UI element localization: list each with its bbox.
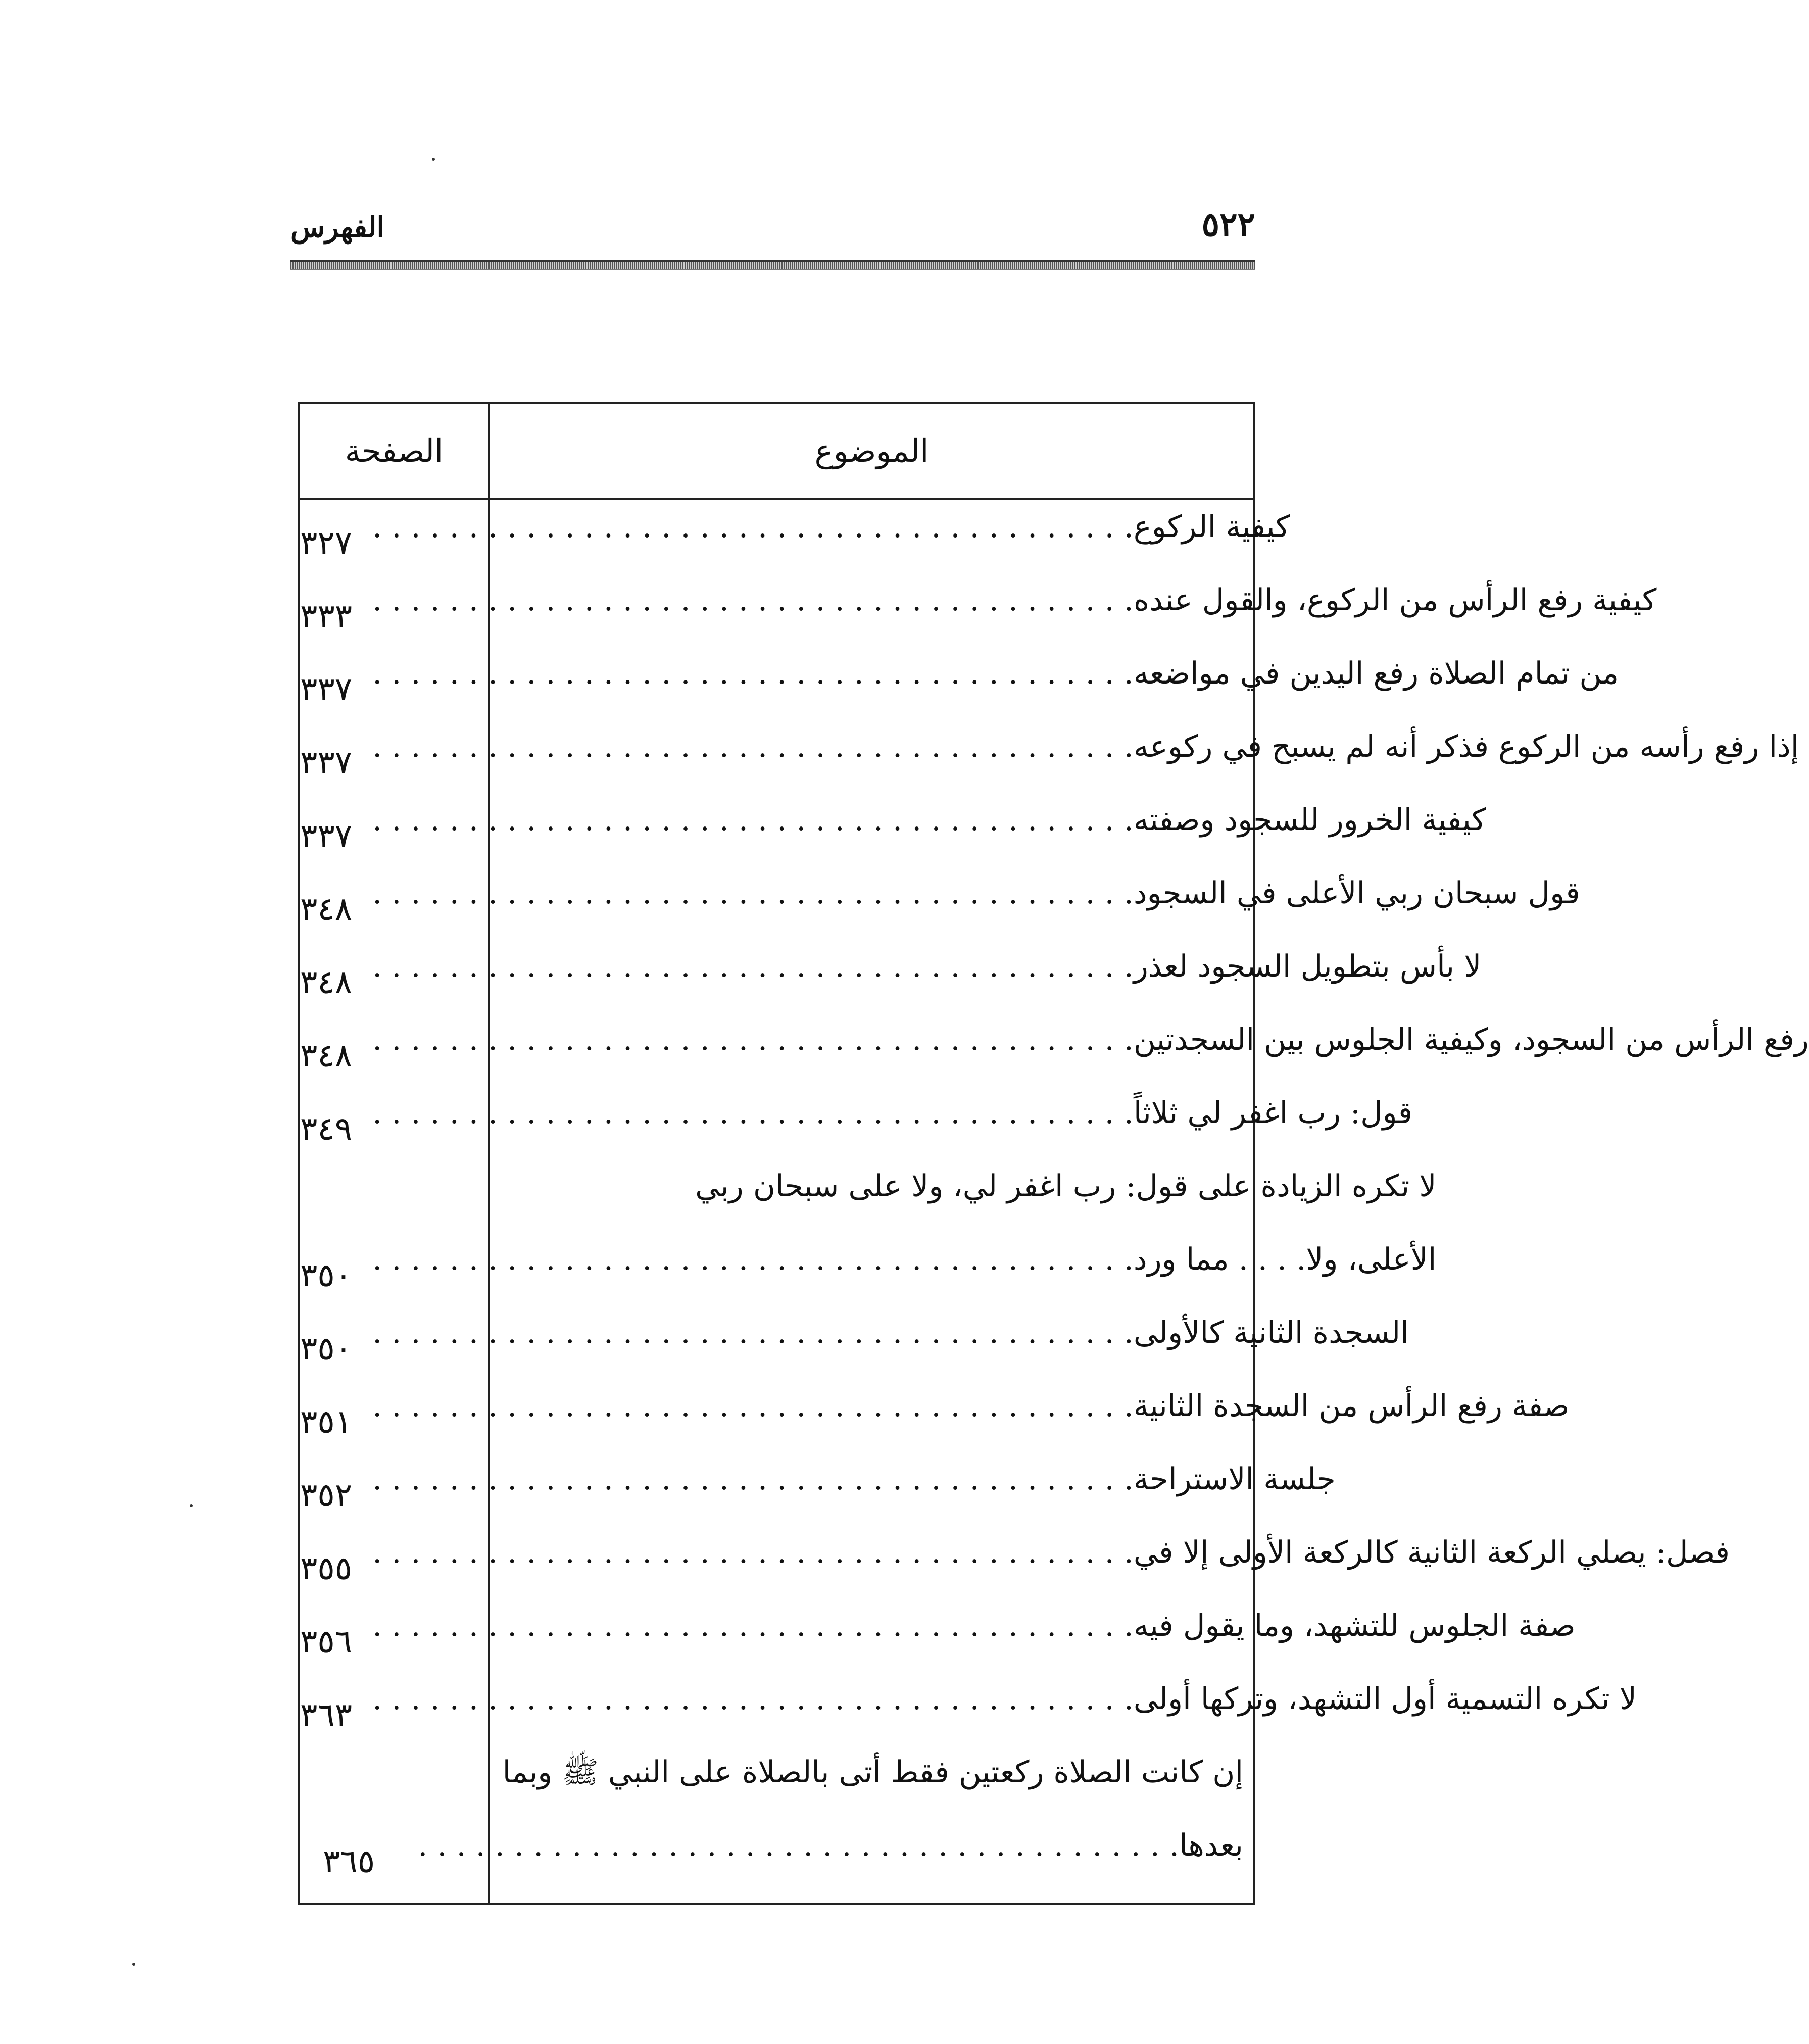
chapter-title: الفهرس bbox=[290, 211, 385, 244]
table-row bbox=[300, 573, 1657, 646]
dot-leader: . . . . . . . . . . . . . . . . . . . . . . . . . . . . . . . . . . . . . . . . bbox=[372, 1022, 1134, 1057]
row-topic-text: قول: رب اغفر لي ثلاثاً bbox=[1133, 1095, 1413, 1131]
table-row bbox=[300, 646, 1619, 719]
table-row bbox=[300, 1745, 1253, 1891]
row-topic-text: كيفية الخرور للسجود وصفته bbox=[1133, 802, 1486, 838]
row-topic bbox=[372, 491, 1290, 564]
row-topic bbox=[372, 930, 1481, 1003]
table-row bbox=[300, 1379, 1570, 1452]
row-page-number: ٣٦٥ bbox=[323, 1843, 375, 1880]
table-row bbox=[300, 793, 1486, 866]
row-topic bbox=[372, 637, 1619, 710]
row-topic bbox=[372, 564, 1656, 637]
dot-leader: . . . . . . . . . . . . . . . . . . . . . . . . . . . . . . . . . . . . . . . . bbox=[372, 1242, 1134, 1277]
header-rule bbox=[290, 260, 1255, 270]
row-topic bbox=[372, 1150, 1436, 1296]
row-topic-text: كيفية رفع الرأس من الركوع، والقول عنده bbox=[1133, 582, 1657, 618]
table-row bbox=[300, 939, 1482, 1012]
dot-leader: . . . . . . . . . . . . . . . . . . . . . . . . . . . . . . . . . . . . . . . . bbox=[372, 1388, 1134, 1424]
table-row bbox=[300, 1305, 1409, 1379]
dot-leader: . . . . . . . . . . . . . . . . . . . . . . . . . . . . . . . . . . . . . . . . bbox=[372, 729, 1134, 764]
stray-mark bbox=[132, 1963, 135, 1966]
row-topic-line: لا تكره الزيادة على قول: رب اغفر لي، ولا على سبحان ربي bbox=[695, 1169, 1437, 1204]
running-head bbox=[290, 205, 1255, 260]
table-row bbox=[300, 1525, 1730, 1598]
index-rows bbox=[300, 500, 1809, 1891]
row-topic-text: كيفية الركوع bbox=[1133, 509, 1290, 545]
row-topic bbox=[372, 1589, 1576, 1663]
dot-leader: . . . . . . . . . . . . . . . . . . . . . . . . . . . . . . . . . . . . . . . . bbox=[372, 582, 1134, 618]
table-row bbox=[300, 1452, 1336, 1525]
table-row bbox=[300, 719, 1799, 793]
dot-leader: . . . . . . . . . . . . . . . . . . . . . . . . . . . . . . . . . . . . . . . . bbox=[418, 1828, 1179, 1863]
table-row bbox=[300, 866, 1580, 939]
row-topic-text: صفة رفع الرأس من السجدة الثانية bbox=[1133, 1388, 1570, 1424]
row-topic bbox=[372, 710, 1799, 784]
row-topic bbox=[372, 1443, 1336, 1516]
index-table bbox=[298, 402, 1809, 1905]
row-page-number: ٣٦٣ bbox=[300, 1696, 353, 1734]
dot-leader: . . . . . . . . . . . . . . . . . . . . . . . . . . . . . . . . . . . . . . . . bbox=[372, 875, 1134, 911]
row-topic-text: بعدها bbox=[1179, 1828, 1243, 1863]
dot-leader: . . . . . . . . . . . . . . . . . . . . . . . . . . . . . . . . . . . . . . . . bbox=[372, 802, 1134, 838]
row-topic-text: فصل: يصلي الركعة الثانية كالركعة الأولى إلا في bbox=[1133, 1535, 1730, 1570]
row-page-number: ٣٤٨ bbox=[300, 891, 353, 928]
row-page-number: ٣٤٨ bbox=[300, 964, 353, 1001]
page-number: ٥٢٢ bbox=[1201, 205, 1255, 244]
row-page-number: ٣٤٩ bbox=[300, 1110, 353, 1148]
row-topic-text: قول سبحان ربي الأعلى في السجود bbox=[1133, 875, 1580, 911]
row-topic bbox=[418, 1736, 1243, 1882]
row-topic-text: إذا رفع رأسه من الركوع فذكر أنه لم يسبح في ركوعه bbox=[1133, 729, 1799, 764]
table-row bbox=[300, 1672, 1637, 1745]
dot-leader: . . . . . . . . . . . . . . . . . . . . . . . . . . . . . . . . . . . . . . . . bbox=[372, 1462, 1134, 1497]
row-topic bbox=[372, 1516, 1730, 1589]
table-row bbox=[300, 1012, 1809, 1086]
row-topic-text: جلسة الاستراحة bbox=[1133, 1462, 1336, 1497]
dot-leader: . . . . . . . . . . . . . . . . . . . . . . . . . . . . . . . . . . . . . . . . bbox=[372, 509, 1134, 545]
row-topic-text: السجدة الثانية كالأولى bbox=[1133, 1315, 1409, 1350]
row-page-number: ٣٥٠ bbox=[300, 1257, 353, 1294]
row-topic-line: إن كانت الصلاة ركعتين فقط أتى بالصلاة على النبي ﷺ وبما bbox=[502, 1755, 1243, 1790]
row-topic bbox=[372, 1663, 1637, 1736]
table-row bbox=[300, 1086, 1413, 1159]
row-topic-text: لا بأس بتطويل السجود لعذر bbox=[1133, 949, 1482, 984]
row-topic bbox=[372, 784, 1486, 857]
table-row bbox=[300, 500, 1290, 573]
dot-leader: . . . . . . . . . . . . . . . . . . . . . . . . . . . . . . . . . . . . . . . . bbox=[372, 1681, 1134, 1717]
dot-leader: . . . . . . . . . . . . . . . . . . . . . . . . . . . . . . . . . . . . . . . . bbox=[372, 1608, 1134, 1643]
row-topic-text: صفة الجلوس للتشهد، وما يقول فيه bbox=[1133, 1608, 1576, 1643]
table-row bbox=[300, 1159, 1437, 1305]
row-topic-text: الأعلى، ولا. . . . مما ورد bbox=[1133, 1242, 1437, 1277]
table-row bbox=[300, 1598, 1576, 1672]
row-page-number: ٣٣٧ bbox=[300, 671, 353, 708]
column-heading-page: الصفحة bbox=[345, 432, 444, 469]
row-page-number: ٣٥٠ bbox=[300, 1330, 353, 1368]
stray-mark bbox=[432, 158, 435, 161]
row-page-number: ٣٣٧ bbox=[300, 817, 353, 855]
row-topic bbox=[372, 1370, 1569, 1443]
dot-leader: . . . . . . . . . . . . . . . . . . . . . . . . . . . . . . . . . . . . . . . . bbox=[372, 1535, 1134, 1570]
row-page-number: ٣٥١ bbox=[300, 1403, 353, 1441]
dot-leader: . . . . . . . . . . . . . . . . . . . . . . . . . . . . . . . . . . . . . . . . bbox=[372, 949, 1134, 984]
row-page-number: ٣٣٣ bbox=[300, 598, 353, 635]
dot-leader: . . . . . . . . . . . . . . . . . . . . . . . . . . . . . . . . . . . . . . . . bbox=[372, 1095, 1134, 1131]
row-page-number: ٣٥٦ bbox=[300, 1623, 353, 1661]
row-page-number: ٣٥٥ bbox=[300, 1550, 353, 1587]
row-topic-text: من تمام الصلاة رفع اليدين في مواضعه bbox=[1133, 656, 1619, 691]
stray-mark bbox=[190, 1504, 193, 1507]
row-topic-text: رفع الرأس من السجود، وكيفية الجلوس بين السجدتين bbox=[1133, 1022, 1809, 1057]
row-topic bbox=[372, 857, 1580, 930]
row-topic bbox=[372, 1296, 1409, 1370]
row-page-number: ٣٢٧ bbox=[300, 524, 353, 562]
dot-leader: . . . . . . . . . . . . . . . . . . . . . . . . . . . . . . . . . . . . . . . . bbox=[372, 656, 1134, 691]
column-heading-topic: الموضوع bbox=[814, 432, 929, 469]
row-page-number: ٣٥٢ bbox=[300, 1477, 353, 1514]
row-page-number: ٣٣٧ bbox=[300, 744, 353, 782]
row-page-number: ٣٤٨ bbox=[300, 1037, 353, 1075]
row-topic bbox=[372, 1003, 1809, 1077]
dot-leader: . . . . . . . . . . . . . . . . . . . . . . . . . . . . . . . . . . . . . . . . bbox=[372, 1315, 1134, 1350]
row-topic bbox=[372, 1077, 1412, 1150]
row-topic-text: لا تكره التسمية أول التشهد، وتركها أولى bbox=[1133, 1681, 1637, 1717]
